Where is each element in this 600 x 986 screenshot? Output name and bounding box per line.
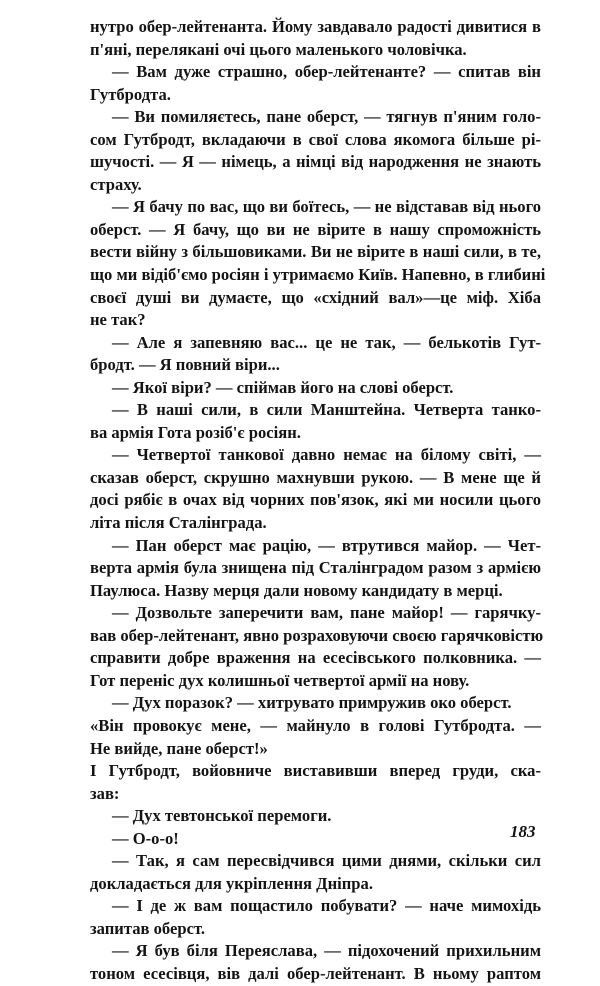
- text-line: літа після Сталінграда.: [90, 513, 267, 533]
- text-line: зав:: [90, 783, 120, 803]
- text-line: сказав оберст, скрушно махнувши рукою. — В мене ще й: [90, 467, 541, 487]
- text-line: докладається для укріплення Дніпра.: [90, 873, 373, 893]
- text-line: — Я був біля Переяслава, — підохочений прихильним: [112, 941, 541, 961]
- text-line: — Ви помиляєтесь, пане оберст, — тягнув п'яним голо-: [112, 107, 541, 127]
- text-line: сом Гутбродт, вкладаючи в свої слова якомога більше рі-: [90, 129, 541, 149]
- text-line: верта армія була знищена під Сталінградом разом з армією: [90, 558, 541, 578]
- text-line: бродт. — Я повний віри...: [90, 355, 280, 375]
- text-line: страху.: [90, 174, 142, 194]
- text-line: тоном есесівця, вів далі обер-лейтенант. В ньому раптом: [90, 963, 541, 983]
- text-line: вести війну з більшовиками. Ви не вірите в наші сили, в те,: [90, 242, 541, 262]
- text-line: «Він провокує мене, — майнуло в голові Гутбродта. —: [90, 715, 541, 735]
- text-line: Паулюса. Назву мерця дали новому кандидату в мерці.: [90, 580, 503, 600]
- text-line: Не вийде, пане оберст!»: [90, 738, 268, 758]
- text-line: І Гутбродт, войовниче виставивши вперед груди, ска-: [90, 761, 541, 781]
- page-text: [90, 16, 546, 986]
- text-line: — О-о-о!: [112, 828, 179, 848]
- text-line: справити добре враження на есесівського полковника. —: [90, 648, 541, 668]
- page-number: 183: [510, 822, 536, 841]
- text-line: своєї душі ви думаєте, що «східний вал»—це міф. Хіба: [90, 287, 541, 307]
- text-line: — Але я запевняю вас... це не так, — белькотів Гут-: [112, 332, 541, 352]
- text-line: шучості. — Я — німець, а німці від народження не знають: [90, 152, 541, 172]
- text-line: — Дух поразок? — хитрувато примружив око оберст.: [112, 693, 512, 713]
- text-line: п'яні, перелякані очі цього маленького чоловічка.: [90, 39, 467, 59]
- text-line: досі рябіє в очах від чорних пов'язок, які ми носили цього: [90, 490, 541, 510]
- text-line: — Якої віри? — спіймав його на слові оберст.: [112, 377, 454, 397]
- text-line: — І де ж вам пощастило побувати? — наче мимохідь: [112, 896, 541, 916]
- text-line: ва армія Гота розіб'є росіян.: [90, 422, 301, 442]
- text-line: — Пан оберст має рацію, — втрутився майор. — Чет-: [112, 535, 541, 555]
- text-line: не так?: [90, 310, 146, 330]
- text-line: вав обер-лейтенант, явно розраховуючи своєю гарячковістю: [90, 625, 544, 645]
- text-line: — Вам дуже страшно, обер-лейтенанте? — спитав він: [112, 62, 541, 82]
- text-line: — Я бачу по вас, що ви боїтесь, — не відставав від нього: [112, 197, 541, 217]
- text-line: — Дозвольте заперечити вам, пане майор! — гарячку-: [112, 603, 541, 623]
- text-line: нутро обер-лейтенанта. Йому завдавало радості дивитися в: [90, 17, 541, 36]
- text-line: що ми відіб'ємо росіян і утримаємо Київ. Напевно, в глибині: [90, 265, 546, 285]
- text-line: Гутбродта.: [90, 84, 171, 104]
- text-line: — В наші сили, в сили Манштейна. Четверта танко-: [112, 400, 541, 420]
- text-line: — Так, я сам пересвідчився цими днями, скільки сил: [112, 851, 541, 871]
- text-line: — Дух тевтонської перемоги.: [112, 806, 332, 826]
- text-line: запитав оберст.: [90, 918, 206, 938]
- text-line: — Четвертої танкової давно немає на білому світі, —: [112, 445, 541, 465]
- text-line: оберст. — Я бачу, що ви не вірите в нашу спроможність: [90, 219, 541, 239]
- text-line: Гот переніс дух колишньої четвертої армії на нову.: [90, 670, 470, 690]
